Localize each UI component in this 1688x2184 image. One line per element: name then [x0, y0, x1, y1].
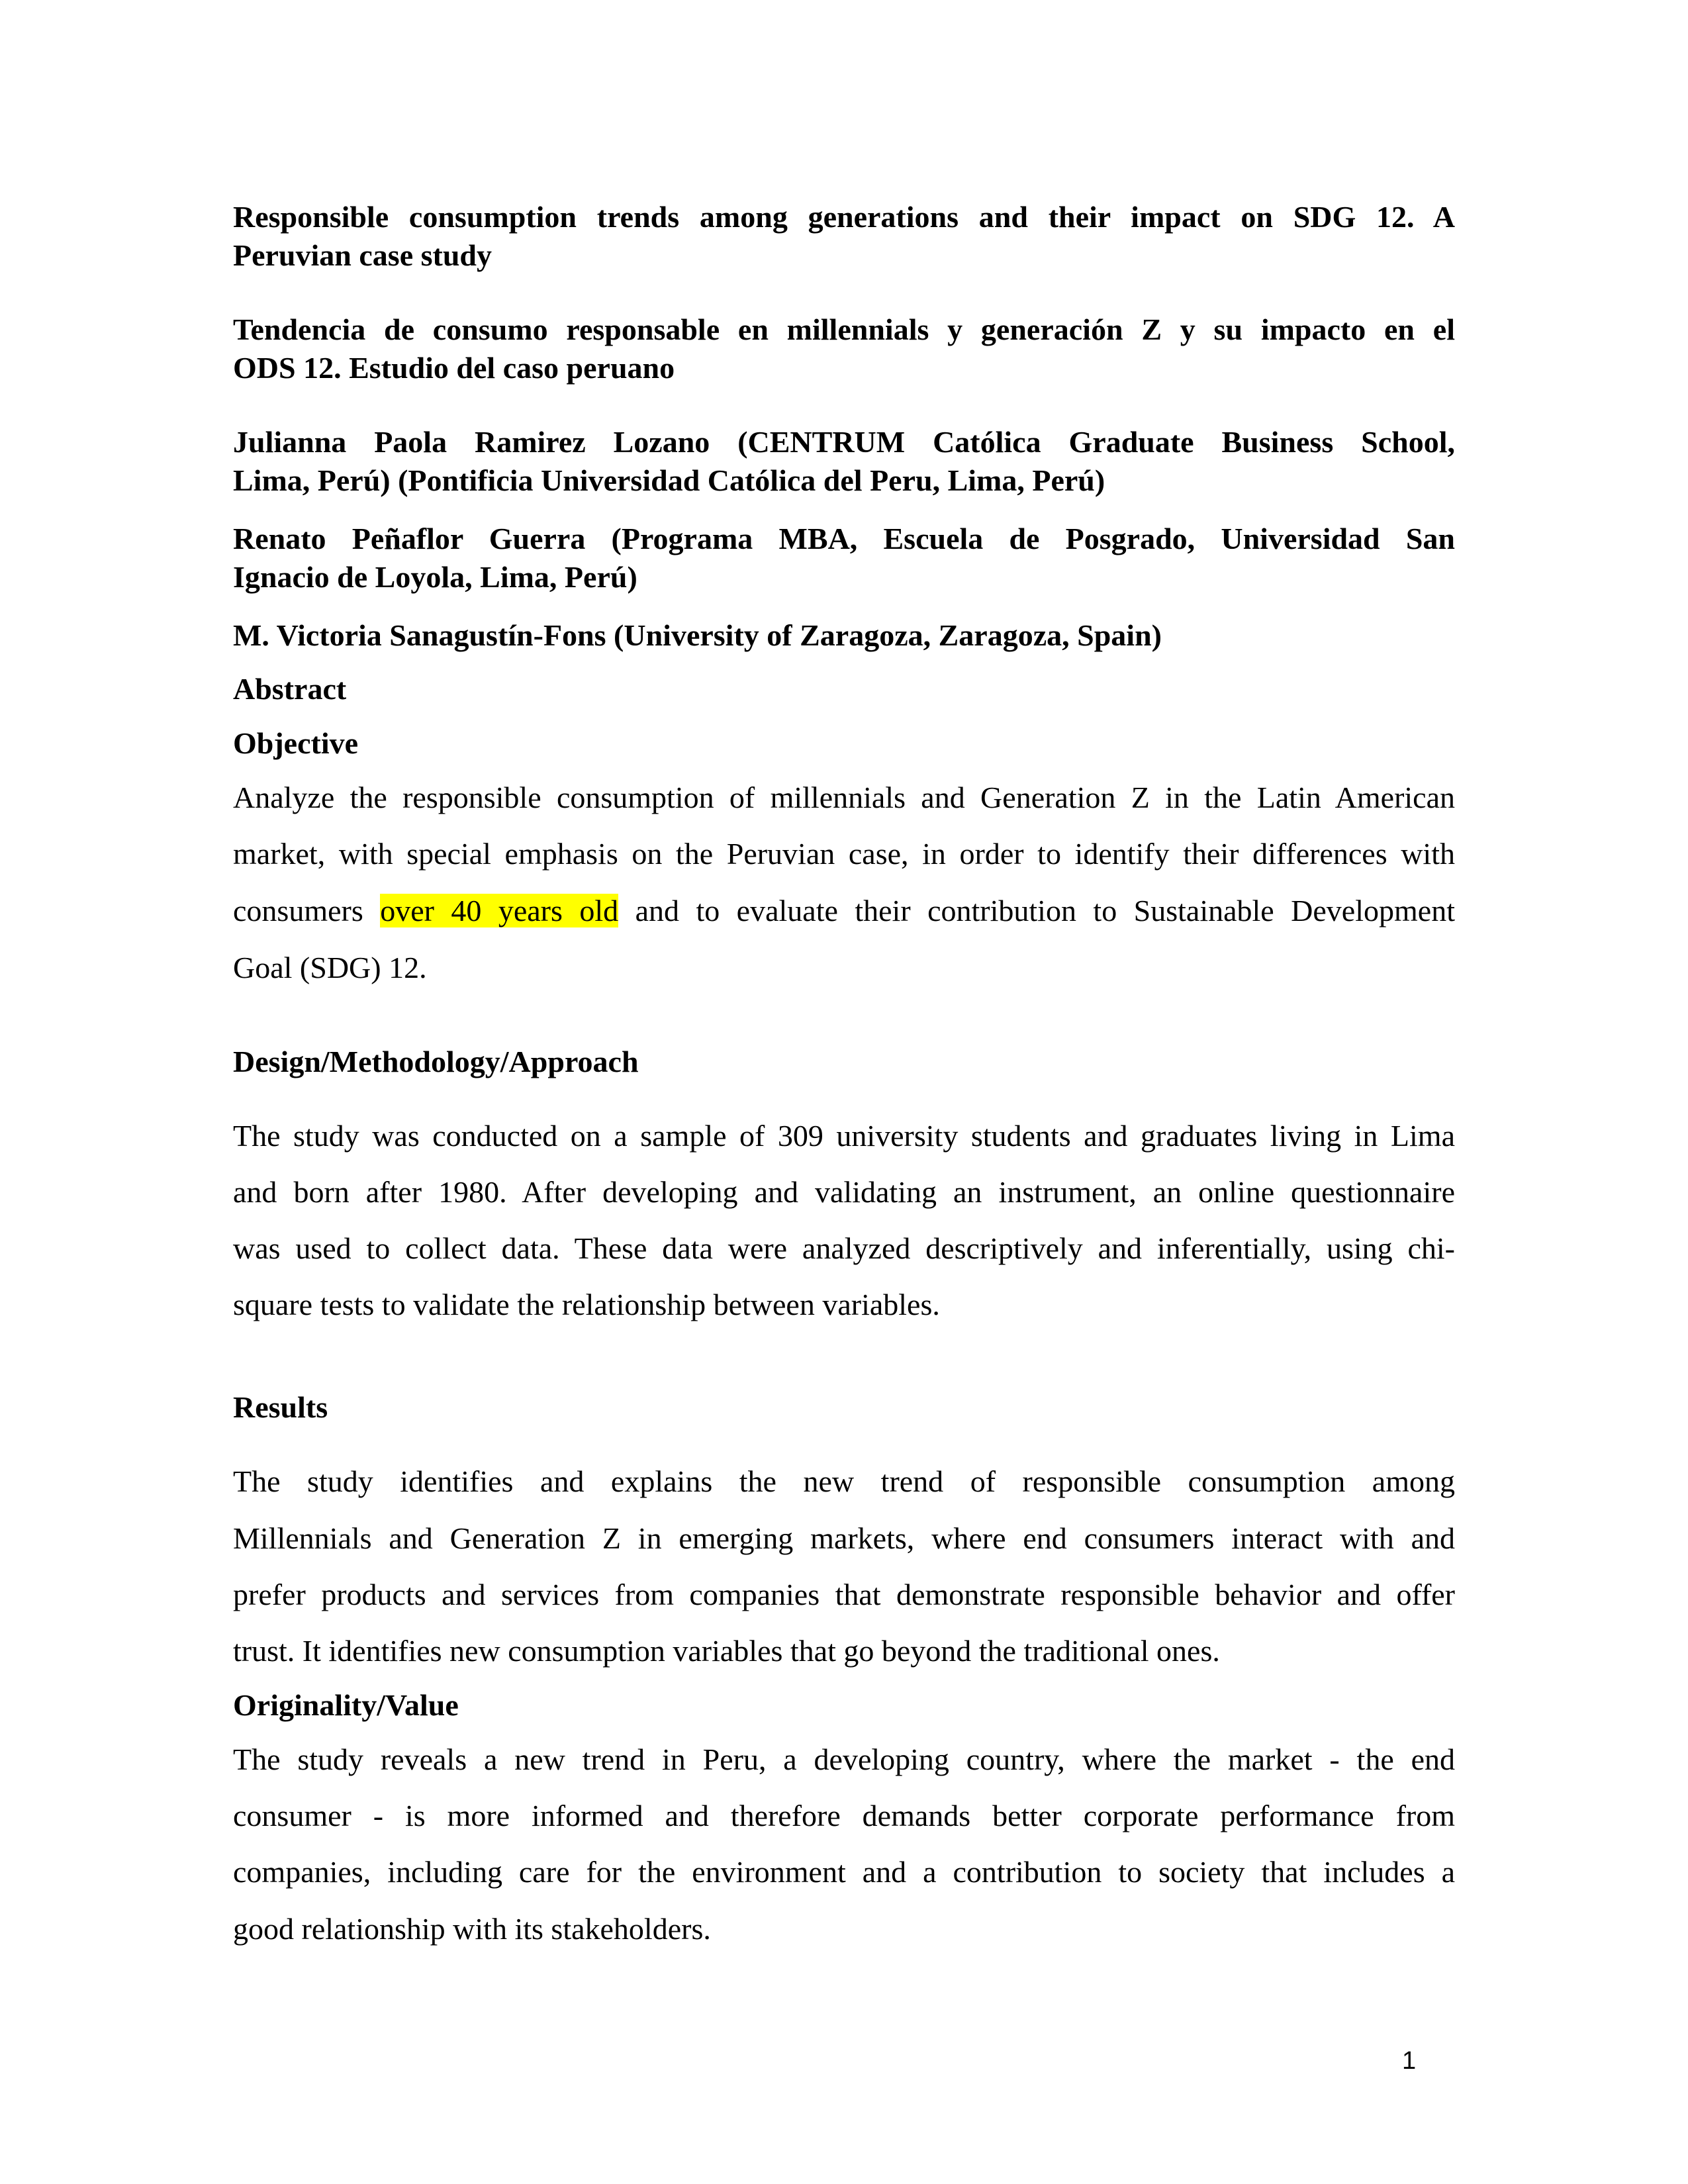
- originality-line-1: The study reveals a new trend in Peru, a developing country, where the market - the end: [233, 1742, 1455, 1776]
- author-1-line-2: Lima, Perú) (Pontificia Universidad Católica del Peru, Lima, Perú): [233, 463, 1105, 497]
- objective-line-1: Analyze the responsible consumption of millennials and Generation Z in the Latin American: [233, 781, 1455, 814]
- results-line-1: The study identifies and explains the new trend of responsible consumption among: [233, 1464, 1455, 1498]
- author-1-line-1: Julianna Paola Ramirez Lozano (CENTRUM Católica Graduate Business School,: [233, 425, 1455, 459]
- objective-text-before: consumers: [233, 894, 381, 927]
- design-heading: Design/Methodology/Approach: [233, 1045, 639, 1078]
- results-line-3: prefer products and services from companies that demonstrate responsible behavior and offer: [233, 1578, 1455, 1611]
- title-es-line-1: Tendencia de consumo responsable en millennials y generación Z y su impacto en el: [233, 312, 1455, 346]
- results-line-4: trust. It identifies new consumption variables that go beyond the traditional ones.: [233, 1634, 1220, 1668]
- author-2-line-2: Ignacio de Loyola, Lima, Perú): [233, 560, 637, 594]
- author-3-line-1: M. Victoria Sanagustín-Fons (University of Zaragoza, Zaragoza, Spain): [233, 618, 1162, 652]
- objective-line-3: [233, 892, 1455, 929]
- title-en-line-1: Responsible consumption trends among generations and their impact on SDG 12. A: [233, 200, 1455, 234]
- design-line-1: The study was conducted on a sample of 309 university students and graduates living in Lima: [233, 1119, 1455, 1153]
- originality-line-4: good relationship with its stakeholders.: [233, 1912, 711, 1946]
- title-es-line-2: ODS 12. Estudio del caso peruano: [233, 351, 675, 385]
- objective-line-2: market, with special emphasis on the Peruvian case, in order to identify their differences with: [233, 837, 1455, 871]
- originality-line-2: consumer - is more informed and therefore demands better corporate performance from: [233, 1799, 1455, 1832]
- design-line-3: was used to collect data. These data were analyzed descriptively and inferentially, using chi-: [233, 1231, 1455, 1265]
- objective-heading: Objective: [233, 726, 359, 760]
- design-line-4: square tests to validate the relationship between variables.: [233, 1288, 940, 1321]
- author-2-line-1: Renato Peñaflor Guerra (Programa MBA, Escuela de Posgrado, Universidad San: [233, 522, 1455, 555]
- results-line-2: Millennials and Generation Z in emerging markets, where end consumers interact with and: [233, 1521, 1455, 1555]
- abstract-heading: Abstract: [233, 672, 347, 706]
- design-line-2: and born after 1980. After developing and validating an instrument, an online questionnaire: [233, 1175, 1455, 1209]
- page-number: 1: [1402, 2047, 1417, 2075]
- originality-heading: Originality/Value: [233, 1688, 459, 1722]
- highlighted-text: over 40 years old: [380, 894, 619, 927]
- results-heading: Results: [233, 1390, 328, 1424]
- objective-line-4: Goal (SDG) 12.: [233, 951, 427, 984]
- title-en-line-2: Peruvian case study: [233, 238, 492, 272]
- originality-line-3: companies, including care for the environment and a contribution to society that includes a: [233, 1855, 1455, 1889]
- objective-text-after: and to evaluate their contribution to Sustainable Development: [618, 894, 1455, 927]
